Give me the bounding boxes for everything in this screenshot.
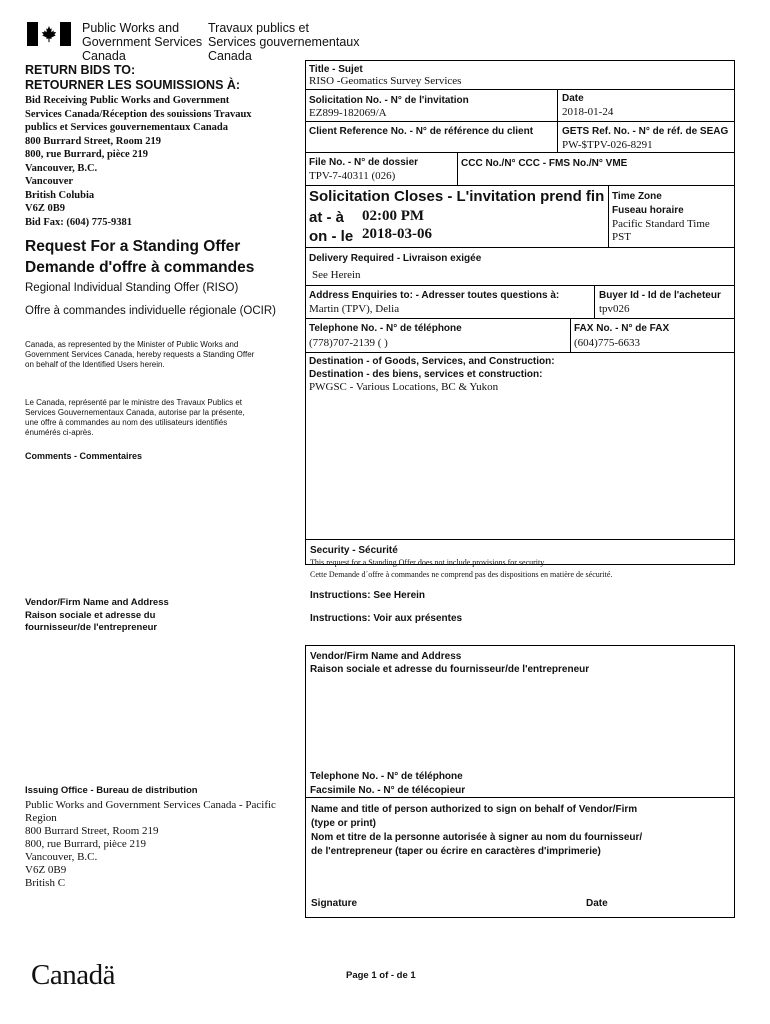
vendor-box-label-fr: Raison sociale et adresse du fournisseur/de l'entrepreneur — [310, 664, 590, 675]
date-value: 2018-01-24 — [562, 106, 614, 118]
title-label: Title - Sujet — [309, 64, 363, 75]
department-name-en: Public Works and Government Services Canada — [82, 21, 203, 63]
department-name-fr: Travaux publics et Services gouvernementaux Canada — [208, 21, 360, 63]
title-value: RISO -Geomatics Survey Services — [309, 75, 462, 87]
closing-time-value: 02:00 PM — [362, 208, 425, 224]
closing-time-label: at - à — [309, 209, 345, 226]
request-subtitle-fr: Offre à commandes individuelle régionale (OCIR) — [25, 305, 276, 317]
file-number-label: File No. - N° de dossier — [309, 157, 419, 168]
telephone-value: (778)707-2139 ( ) — [309, 337, 388, 349]
destination-label-en: Destination - of Goods, Services, and Construction: — [309, 356, 555, 367]
security-text-en: This request for a Standing Offer does not include provisions for security. — [310, 558, 546, 567]
comments-label: Comments - Commentaires — [25, 451, 143, 461]
vendor-name-address-label: Vendor/Firm Name and Address Raison sociale et adresse du fournisseur/de l'entrepreneur — [25, 597, 169, 633]
buyer-id-value: tpv026 — [599, 303, 630, 315]
security-text-fr: Cette Demande d´offre à commandes ne comprend pas des dispositions en matière de sécurité. — [310, 570, 613, 579]
signature-label: Signature — [311, 898, 358, 909]
closing-date-value: 2018-03-06 — [362, 226, 432, 242]
enquiries-value: Martin (TPV), Delia — [309, 303, 400, 315]
telephone-label: Telephone No. - N° de téléphone — [309, 323, 462, 334]
solicitation-closes-label: Solicitation Closes - L'invitation prend fin — [309, 188, 605, 205]
vendor-name-address-field[interactable] — [310, 677, 730, 767]
buyer-id-label: Buyer Id - Id de l'acheteur — [599, 290, 721, 301]
request-subtitle-en: Regional Individual Standing Offer (RISO) — [25, 282, 239, 294]
issuing-office-address: Public Works and Government Services Canada - Pacific Region 800 Burrard Street, Room 219 800, rue Burrard, pièce 219 Vancouver, B.C. V6Z 0B9 British C — [25, 799, 276, 889]
delivery-required-label: Delivery Required - Livraison exigée — [309, 253, 482, 264]
request-paragraph-en: Canada, as represented by the Minister of Public Works and Government Services Canada, hereby requests a Standing Offer on behalf of the Identified Users herein. — [25, 340, 255, 369]
date-label: Date — [562, 93, 584, 104]
solicitation-number-label: Solicitation No. - N° de l'invitation — [309, 95, 469, 106]
return-bids-heading: RETURN BIDS TO: RETOURNER LES SOUMISSIONS À: — [25, 63, 241, 92]
time-zone-value: Pacific Standard Time — [612, 218, 710, 230]
fax-label: FAX No. - N° de FAX — [574, 323, 670, 334]
request-title: Request For a Standing Offer Demande d'offre à commandes — [25, 238, 255, 276]
enquiries-label: Address Enquiries to: - Adresser toutes questions à: — [309, 290, 560, 301]
ccc-fms-label: CCC No./N° CCC - FMS No./N° VME — [461, 158, 628, 169]
bid-receiving-address: Bid Receiving Public Works and Government Services Canada/Réception des souissions Travaux publics et Services gouvernementaux Canada 800 Burrard Street, Room 219 800, rue Burrard, pièce 219 Vancouver, B.C. Vancouver British Colubia V6Z 0B9 Bid Fax: (604) 775-9381 — [25, 95, 252, 228]
instructions-fr: Instructions: Voir aux présentes — [310, 613, 463, 624]
instructions-en: Instructions: See Herein — [310, 590, 426, 601]
canada-wordmark: Canadä — [31, 959, 115, 991]
gets-reference-value: PW-$TPV-026-8291 — [562, 139, 653, 151]
gets-reference-label: GETS Ref. No. - N° de réf. de SEAG — [562, 126, 729, 137]
delivery-required-value: See Herein — [312, 269, 361, 281]
closing-date-label: on - le — [309, 228, 354, 245]
page-number: Page 1 of - de 1 — [346, 970, 416, 981]
security-label: Security - Sécurité — [310, 545, 398, 556]
authorized-person-label: Name and title of person authorized to sign on behalf of Vendor/Firm (type or print) Nom et titre de la personne autorisée à signer au nom du fournisseur/ de l'entrepreneur (taper ou écrire en caractères d'imprimerie) — [311, 804, 643, 857]
solicitation-number-value: EZ899-182069/A — [309, 107, 387, 119]
time-zone-label-fr: Fuseau horaire — [612, 205, 684, 216]
issuing-office-label: Issuing Office - Bureau de distribution — [25, 785, 198, 796]
signature-date-label: Date — [586, 898, 608, 909]
client-reference-label: Client Reference No. - N° de référence du client — [309, 126, 534, 137]
time-zone-code: PST — [612, 231, 631, 243]
fax-value: (604)775-6633 — [574, 337, 640, 349]
file-number-value: TPV-7-40311 (026) — [309, 170, 396, 182]
vendor-telephone-label: Telephone No. - N° de téléphone — [310, 771, 463, 782]
vendor-box-label-en: Vendor/Firm Name and Address — [310, 651, 462, 662]
time-zone-label-en: Time Zone — [612, 191, 662, 202]
canada-flag-icon — [27, 22, 71, 46]
destination-label-fr: Destination - des biens, services et construction: — [309, 369, 543, 380]
destination-value: PWGSC - Various Locations, BC & Yukon — [309, 381, 499, 393]
vendor-fax-label: Facsimile No. - N° de télécopieur — [310, 785, 466, 796]
request-paragraph-fr: Le Canada, représenté par le ministre des Travaux Publics et Services Gouvernementaux Canada, autorise par la présente, une offre à commandes au nom des utilisateurs identifiés énumérés ci-après. — [25, 398, 245, 437]
